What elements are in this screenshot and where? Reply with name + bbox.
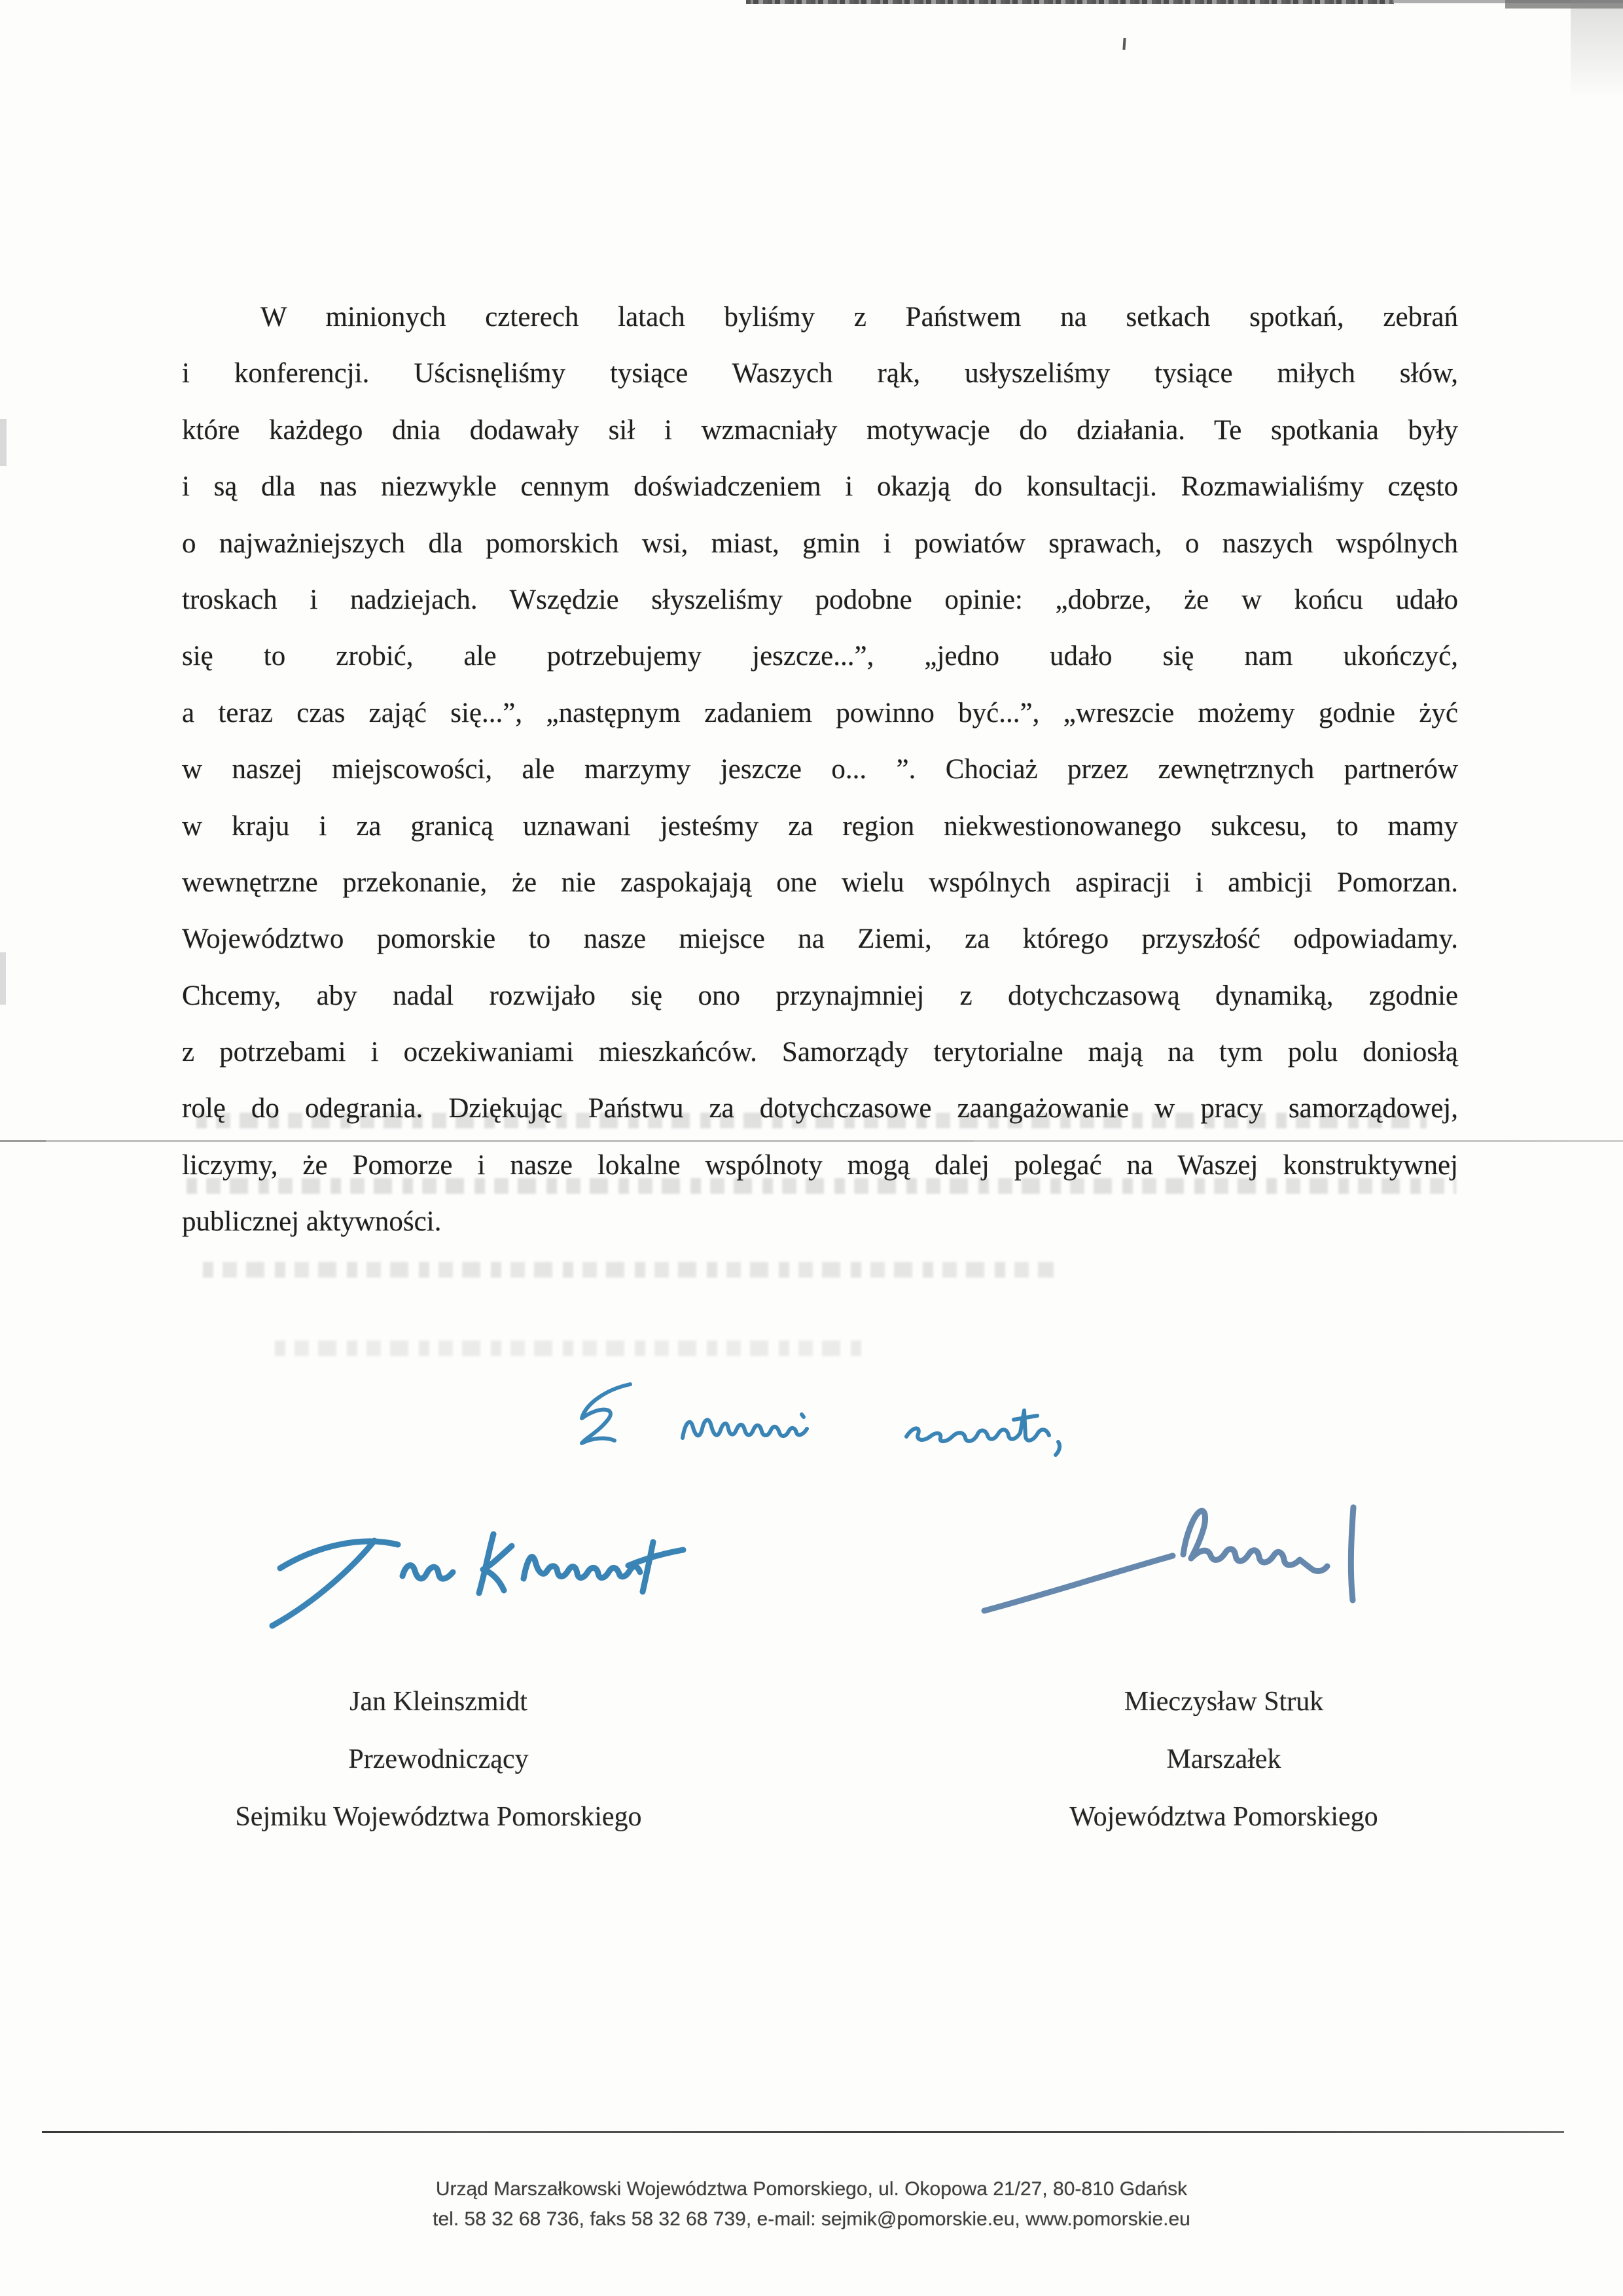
body-line: z potrzebami i oczekiwaniami mieszkańców. Samorządy terytorialne mają na tym polu doniosłą	[182, 1037, 1458, 1068]
body-line: w kraju i za granicą uznawani jesteśmy za region niekwestionowanego sukcesu, to mamy	[182, 810, 1458, 842]
body-line: Województwo pomorskie to nasze miejsce na Ziemi, za którego przyszłość odpowiadamy.	[182, 924, 1458, 955]
handwriting-stroke	[524, 1557, 640, 1579]
signature-jan-kleinszmidt	[262, 1512, 694, 1636]
scan-artifact-tick	[1122, 38, 1126, 50]
body-line: w naszej miejscowości, ale marzymy jeszcze o... ”. Chociaż przez zewnętrznych partnerów	[182, 754, 1458, 785]
body-line: troskach i nadziejach. Wszędzie słyszeliśmy podobne opinie: „dobrze, że w końcu udało	[182, 584, 1458, 615]
signatory-name: Mieczysław Struk	[1124, 1687, 1324, 1717]
body-line: o najważniejszych dla pomorskich wsi, miast, gmin i powiatów sprawach, o naszych wspólnych	[182, 528, 1458, 559]
body-line: publicznej aktywności.	[182, 1206, 442, 1238]
body-line: i są dla nas niezwykle cennym doświadczeniem i okazją do konsultacji. Rozmawialiśmy często	[182, 471, 1458, 503]
body-line: się to zrobić, ale potrzebujemy jeszcze...”, „jedno udało się nam ukończyć,	[182, 641, 1458, 672]
scan-ghost-text	[203, 1262, 1054, 1278]
handwriting-stroke	[1056, 1442, 1060, 1455]
letter-body-paragraph	[182, 289, 1458, 1251]
handwriting-stroke	[906, 1410, 1049, 1441]
handwriting-stroke	[628, 1550, 683, 1566]
body-line: i konferencji. Uścisnęliśmy tysiące Waszych rąk, usłyszeliśmy tysiące miłych słów,	[182, 358, 1458, 389]
handwriting-stroke	[402, 1566, 453, 1579]
handwriting-stroke	[272, 1541, 374, 1626]
scan-artifact-top-corner-band	[1505, 0, 1623, 9]
body-line: rolę do odegrania. Dziękując Państwu za dotychczasowe zaangażowanie w pracy samorządowej,	[182, 1093, 1458, 1124]
scan-ghost-text	[275, 1340, 864, 1356]
handwriting-stroke	[1351, 1507, 1353, 1600]
signatory-block-left	[177, 1673, 700, 1846]
body-line: liczymy, że Pomorze i nasze lokalne wspólnoty mogą dalej polegać na Waszej konstruktywnej	[182, 1149, 1458, 1181]
signatory-title: Marszałek	[1166, 1744, 1281, 1774]
scan-edge-smudge	[0, 419, 7, 466]
body-line: które każdego dnia dodawały sił i wzmacniały motywacje do działania. Te spotkania były	[182, 414, 1458, 446]
handwriting-stroke	[1191, 1549, 1327, 1571]
signatory-block-right	[962, 1673, 1486, 1846]
footer-contact-line: tel. 58 32 68 736, faks 58 32 68 739, e-mail: sejmik@pomorskie.eu, www.pomorskie.eu	[433, 2208, 1190, 2230]
handwriting-stroke	[683, 1420, 807, 1438]
signatory-name: Jan Kleinszmidt	[349, 1687, 527, 1717]
body-line: a teraz czas zająć się...”, „następnym zadaniem powinno być...”, „wreszcie możemy godnie żyć	[182, 697, 1458, 728]
handwritten-closing	[560, 1371, 1109, 1476]
footer-address-line: Urząd Marszałkowski Województwa Pomorskiego, ul. Okopowa 21/27, 80-810 Gdańsk	[435, 2178, 1188, 2200]
signature-mieczyslaw-struk	[975, 1496, 1381, 1620]
signatory-organization: Województwa Pomorskiego	[1069, 1802, 1378, 1832]
signatory-organization: Sejmiku Województwa Pomorskiego	[235, 1802, 642, 1832]
handwriting-stroke	[643, 1542, 653, 1592]
handwriting-stroke	[802, 1414, 804, 1417]
body-line: W minionych czterech latach byliśmy z Państwem na setkach spotkań, zebrań	[260, 302, 1458, 332]
body-line: Chcemy, aby nadal rozwijało się ono przynajmniej z dotychczasową dynamiką, zgodnie	[182, 980, 1458, 1011]
footer-rule	[42, 2131, 1564, 2133]
scan-artifact-top-band-light	[1393, 0, 1623, 3]
scan-edge-smudge	[0, 952, 6, 1005]
handwriting-stroke	[582, 1384, 630, 1443]
scan-artifact-top-band	[746, 0, 1394, 4]
handwriting-stroke	[280, 1541, 398, 1568]
scan-artifact-corner-shade	[1571, 0, 1623, 98]
handwriting-stroke	[1014, 1416, 1037, 1420]
body-line: wewnętrzne przekonanie, że nie zaspokajają one wielu wspólnych aspiracji i ambicji Pomorzan.	[182, 867, 1458, 898]
footer	[0, 2174, 1623, 2234]
signatory-title: Przewodniczący	[348, 1744, 529, 1774]
handwriting-stroke	[984, 1556, 1173, 1611]
